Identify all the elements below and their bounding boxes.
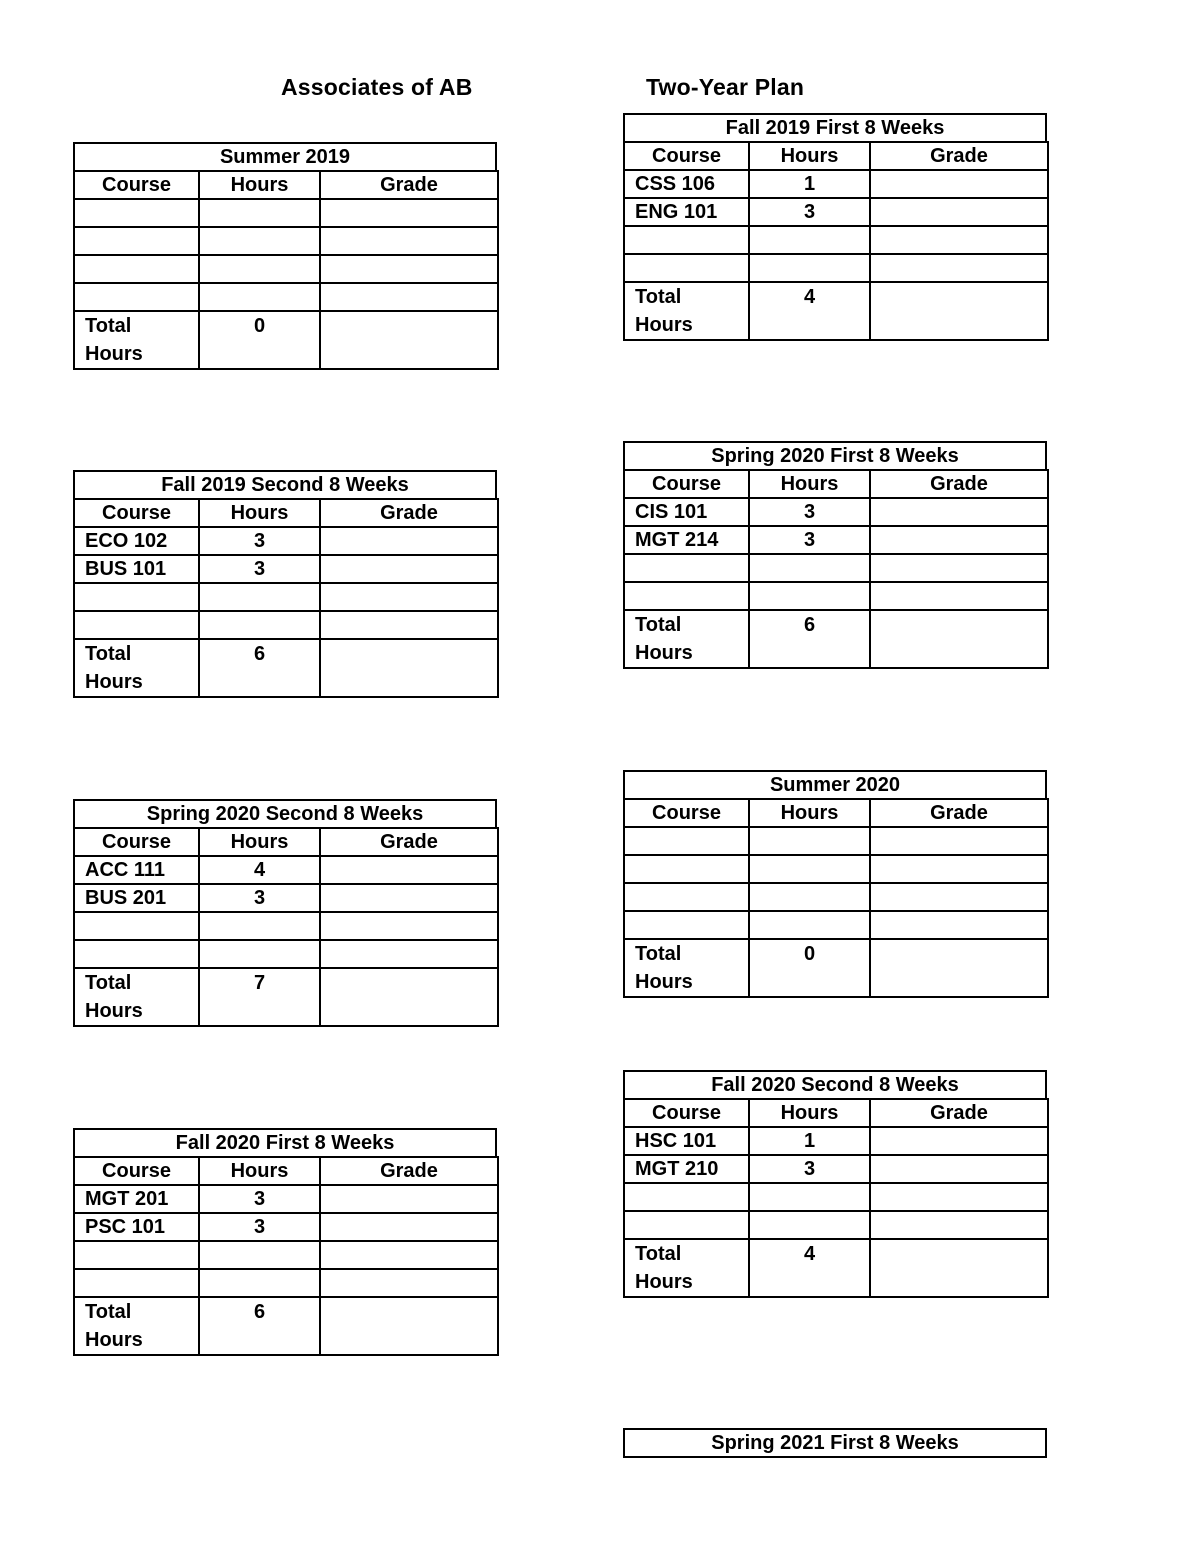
course-row bbox=[74, 255, 498, 283]
course-cell: ECO 102 bbox=[74, 527, 199, 555]
semester-title: Spring 2020 First 8 Weeks bbox=[623, 441, 1047, 471]
course-cell: BUS 201 bbox=[74, 884, 199, 912]
course-cell bbox=[624, 827, 749, 855]
total-label: Total Hours bbox=[624, 1239, 749, 1297]
hours-cell bbox=[199, 199, 320, 227]
semester-spring-2021-first bbox=[623, 1428, 1047, 1458]
hours-cell bbox=[199, 283, 320, 311]
course-cell bbox=[624, 554, 749, 582]
total-label: Total Hours bbox=[74, 639, 199, 697]
course-header: Course bbox=[74, 499, 199, 527]
course-cell bbox=[74, 255, 199, 283]
total-label: Total Hours bbox=[624, 282, 749, 340]
course-cell: MGT 214 bbox=[624, 526, 749, 554]
hours-cell bbox=[749, 226, 870, 254]
total-hours-value: 6 bbox=[199, 1297, 320, 1355]
course-row bbox=[624, 1183, 1048, 1211]
total-grade-cell bbox=[870, 610, 1048, 668]
hours-cell: 3 bbox=[199, 555, 320, 583]
semester-title: Spring 2020 Second 8 Weeks bbox=[73, 799, 497, 829]
total-hours-value: 4 bbox=[749, 1239, 870, 1297]
grade-cell bbox=[870, 911, 1048, 939]
course-cell: ENG 101 bbox=[624, 198, 749, 226]
course-cell: HSC 101 bbox=[624, 1127, 749, 1155]
header-row bbox=[74, 828, 498, 856]
course-cell: PSC 101 bbox=[74, 1213, 199, 1241]
plan-title: Two-Year Plan bbox=[646, 74, 805, 100]
course-row bbox=[74, 199, 498, 227]
semester-table bbox=[623, 798, 1049, 998]
grade-cell bbox=[870, 855, 1048, 883]
grade-cell bbox=[870, 1155, 1048, 1183]
course-row bbox=[74, 1185, 498, 1213]
total-grade-cell bbox=[870, 1239, 1048, 1297]
grade-cell bbox=[320, 611, 498, 639]
grade-cell bbox=[320, 227, 498, 255]
grade-header: Grade bbox=[870, 799, 1048, 827]
grade-cell bbox=[320, 856, 498, 884]
total-grade-cell bbox=[320, 311, 498, 369]
course-row bbox=[624, 498, 1048, 526]
course-header: Course bbox=[74, 171, 199, 199]
grade-header: Grade bbox=[320, 828, 498, 856]
grade-cell bbox=[320, 527, 498, 555]
hours-cell bbox=[749, 554, 870, 582]
grade-cell bbox=[870, 226, 1048, 254]
course-cell bbox=[74, 611, 199, 639]
hours-cell: 3 bbox=[199, 527, 320, 555]
course-cell bbox=[74, 199, 199, 227]
hours-cell bbox=[749, 254, 870, 282]
course-header: Course bbox=[624, 799, 749, 827]
course-row bbox=[74, 884, 498, 912]
hours-cell: 3 bbox=[749, 498, 870, 526]
course-cell bbox=[624, 254, 749, 282]
hours-cell bbox=[199, 940, 320, 968]
hours-header: Hours bbox=[749, 142, 870, 170]
grade-cell bbox=[870, 254, 1048, 282]
course-cell bbox=[74, 583, 199, 611]
course-row bbox=[74, 527, 498, 555]
grade-cell bbox=[320, 912, 498, 940]
semester-fall-2020-second bbox=[623, 1070, 1047, 1298]
header-row bbox=[624, 1099, 1048, 1127]
semester-spring-2020-first bbox=[623, 441, 1047, 669]
grade-cell bbox=[320, 283, 498, 311]
grade-cell bbox=[870, 883, 1048, 911]
course-cell bbox=[624, 883, 749, 911]
grade-cell bbox=[320, 1241, 498, 1269]
grade-header: Grade bbox=[320, 171, 498, 199]
header-row bbox=[624, 799, 1048, 827]
course-row bbox=[74, 912, 498, 940]
grade-cell bbox=[870, 198, 1048, 226]
total-row bbox=[624, 939, 1048, 997]
hours-cell bbox=[199, 1241, 320, 1269]
course-cell: BUS 101 bbox=[74, 555, 199, 583]
hours-cell bbox=[749, 883, 870, 911]
course-row bbox=[74, 940, 498, 968]
hours-cell: 3 bbox=[749, 1155, 870, 1183]
hours-cell: 3 bbox=[199, 884, 320, 912]
total-label: Total Hours bbox=[74, 311, 199, 369]
semester-spring-2020-second bbox=[73, 799, 497, 1027]
semester-fall-2020-first bbox=[73, 1128, 497, 1356]
total-row bbox=[74, 639, 498, 697]
semester-summer-2019 bbox=[73, 142, 497, 370]
course-row bbox=[74, 1269, 498, 1297]
grade-cell bbox=[870, 827, 1048, 855]
course-row bbox=[74, 283, 498, 311]
hours-header: Hours bbox=[749, 470, 870, 498]
course-header: Course bbox=[74, 1157, 199, 1185]
course-cell: CSS 106 bbox=[624, 170, 749, 198]
course-cell: CIS 101 bbox=[624, 498, 749, 526]
course-row bbox=[74, 1213, 498, 1241]
hours-cell bbox=[749, 855, 870, 883]
total-grade-cell bbox=[870, 939, 1048, 997]
total-grade-cell bbox=[870, 282, 1048, 340]
total-label: Total Hours bbox=[624, 610, 749, 668]
hours-cell bbox=[199, 912, 320, 940]
header-row bbox=[624, 470, 1048, 498]
course-row bbox=[74, 1241, 498, 1269]
course-row bbox=[624, 1211, 1048, 1239]
grade-header: Grade bbox=[870, 470, 1048, 498]
hours-cell: 4 bbox=[199, 856, 320, 884]
course-row bbox=[74, 555, 498, 583]
course-header: Course bbox=[624, 142, 749, 170]
course-cell: MGT 201 bbox=[74, 1185, 199, 1213]
grade-cell bbox=[320, 583, 498, 611]
hours-cell bbox=[199, 611, 320, 639]
total-row bbox=[624, 610, 1048, 668]
hours-cell bbox=[749, 911, 870, 939]
course-row bbox=[74, 611, 498, 639]
grade-cell bbox=[320, 255, 498, 283]
course-header: Course bbox=[74, 828, 199, 856]
course-row bbox=[624, 883, 1048, 911]
total-row bbox=[74, 968, 498, 1026]
course-row bbox=[624, 1127, 1048, 1155]
grade-header: Grade bbox=[870, 1099, 1048, 1127]
total-label: Total Hours bbox=[74, 968, 199, 1026]
total-row bbox=[624, 1239, 1048, 1297]
semester-table bbox=[623, 141, 1049, 341]
course-row bbox=[624, 911, 1048, 939]
total-grade-cell bbox=[320, 639, 498, 697]
course-row bbox=[624, 226, 1048, 254]
course-row bbox=[74, 856, 498, 884]
course-row bbox=[624, 827, 1048, 855]
course-row bbox=[624, 526, 1048, 554]
course-cell bbox=[74, 283, 199, 311]
hours-header: Hours bbox=[199, 171, 320, 199]
course-cell bbox=[624, 855, 749, 883]
grade-cell bbox=[870, 1183, 1048, 1211]
course-header: Course bbox=[624, 1099, 749, 1127]
total-hours-value: 0 bbox=[199, 311, 320, 369]
total-grade-cell bbox=[320, 1297, 498, 1355]
total-hours-value: 6 bbox=[749, 610, 870, 668]
course-row bbox=[624, 554, 1048, 582]
course-cell bbox=[624, 1183, 749, 1211]
semester-title: Fall 2020 Second 8 Weeks bbox=[623, 1070, 1047, 1100]
semester-title: Fall 2019 Second 8 Weeks bbox=[73, 470, 497, 500]
hours-header: Hours bbox=[199, 499, 320, 527]
course-cell bbox=[624, 1211, 749, 1239]
total-label: Total Hours bbox=[74, 1297, 199, 1355]
grade-cell bbox=[870, 1127, 1048, 1155]
grade-cell bbox=[870, 526, 1048, 554]
semester-table bbox=[623, 1098, 1049, 1298]
course-cell bbox=[74, 1269, 199, 1297]
grade-cell bbox=[320, 1269, 498, 1297]
semester-table bbox=[73, 498, 499, 698]
course-row bbox=[624, 855, 1048, 883]
total-hours-value: 6 bbox=[199, 639, 320, 697]
hours-header: Hours bbox=[749, 799, 870, 827]
grade-cell bbox=[320, 940, 498, 968]
grade-cell bbox=[870, 170, 1048, 198]
course-cell bbox=[624, 582, 749, 610]
hours-cell: 3 bbox=[749, 526, 870, 554]
document-title: Associates of AB bbox=[281, 74, 473, 100]
course-cell: MGT 210 bbox=[624, 1155, 749, 1183]
semester-fall-2019-second bbox=[73, 470, 497, 698]
grade-header: Grade bbox=[870, 142, 1048, 170]
header-row bbox=[624, 142, 1048, 170]
course-row bbox=[74, 583, 498, 611]
course-header: Course bbox=[624, 470, 749, 498]
hours-cell bbox=[749, 582, 870, 610]
semester-title: Fall 2020 First 8 Weeks bbox=[73, 1128, 497, 1158]
hours-cell bbox=[199, 1269, 320, 1297]
course-cell bbox=[74, 227, 199, 255]
grade-cell bbox=[870, 1211, 1048, 1239]
course-row bbox=[624, 254, 1048, 282]
course-cell bbox=[624, 911, 749, 939]
semester-fall-2019-first bbox=[623, 113, 1047, 341]
hours-cell bbox=[199, 227, 320, 255]
hours-cell bbox=[749, 1183, 870, 1211]
semester-table bbox=[73, 1156, 499, 1356]
course-row bbox=[624, 582, 1048, 610]
course-cell: ACC 111 bbox=[74, 856, 199, 884]
hours-cell bbox=[199, 255, 320, 283]
course-row bbox=[624, 198, 1048, 226]
header-row bbox=[74, 1157, 498, 1185]
semester-table bbox=[623, 469, 1049, 669]
hours-cell: 3 bbox=[199, 1213, 320, 1241]
total-hours-value: 4 bbox=[749, 282, 870, 340]
hours-cell: 1 bbox=[749, 170, 870, 198]
course-cell bbox=[74, 912, 199, 940]
hours-cell bbox=[749, 827, 870, 855]
grade-cell bbox=[320, 555, 498, 583]
header-row bbox=[74, 499, 498, 527]
grade-cell bbox=[320, 1213, 498, 1241]
hours-header: Hours bbox=[749, 1099, 870, 1127]
total-hours-value: 0 bbox=[749, 939, 870, 997]
total-row bbox=[74, 311, 498, 369]
grade-cell bbox=[320, 884, 498, 912]
grade-cell bbox=[320, 199, 498, 227]
semester-title: Spring 2021 First 8 Weeks bbox=[623, 1428, 1047, 1458]
hours-cell: 3 bbox=[199, 1185, 320, 1213]
total-row bbox=[624, 282, 1048, 340]
semester-table bbox=[73, 827, 499, 1027]
header-row bbox=[74, 171, 498, 199]
grade-cell bbox=[870, 498, 1048, 526]
grade-cell bbox=[870, 554, 1048, 582]
hours-cell: 1 bbox=[749, 1127, 870, 1155]
hours-cell bbox=[199, 583, 320, 611]
hours-cell bbox=[749, 1211, 870, 1239]
semester-title: Fall 2019 First 8 Weeks bbox=[623, 113, 1047, 143]
course-row bbox=[624, 1155, 1048, 1183]
hours-header: Hours bbox=[199, 1157, 320, 1185]
total-hours-value: 7 bbox=[199, 968, 320, 1026]
total-grade-cell bbox=[320, 968, 498, 1026]
grade-cell bbox=[320, 1185, 498, 1213]
course-row bbox=[74, 227, 498, 255]
total-label: Total Hours bbox=[624, 939, 749, 997]
hours-header: Hours bbox=[199, 828, 320, 856]
grade-header: Grade bbox=[320, 499, 498, 527]
semester-table bbox=[73, 170, 499, 370]
total-row bbox=[74, 1297, 498, 1355]
course-cell bbox=[74, 1241, 199, 1269]
semester-summer-2020 bbox=[623, 770, 1047, 998]
course-row bbox=[624, 170, 1048, 198]
course-cell bbox=[74, 940, 199, 968]
semester-title: Summer 2020 bbox=[623, 770, 1047, 800]
course-cell bbox=[624, 226, 749, 254]
grade-header: Grade bbox=[320, 1157, 498, 1185]
semester-title: Summer 2019 bbox=[73, 142, 497, 172]
hours-cell: 3 bbox=[749, 198, 870, 226]
grade-cell bbox=[870, 582, 1048, 610]
